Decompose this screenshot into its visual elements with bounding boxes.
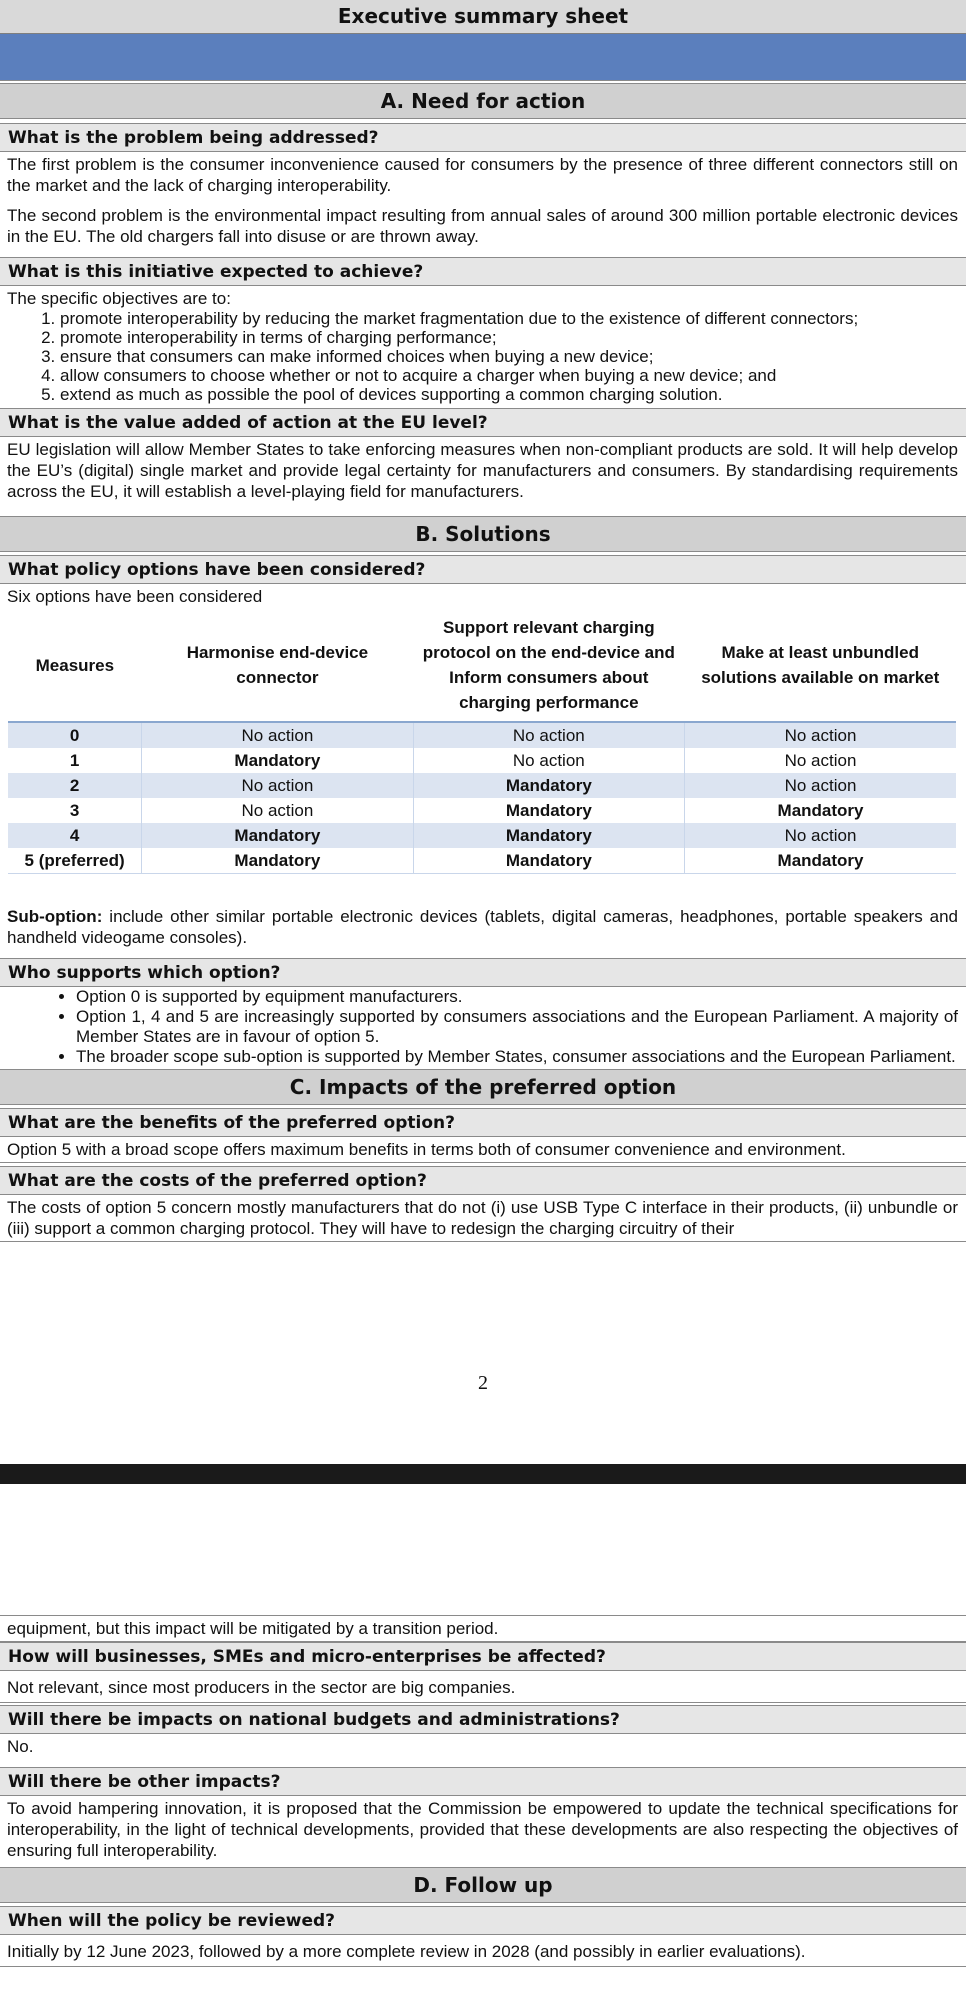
- list-item: 2. promote interoperability in terms of charging performance;: [60, 328, 958, 347]
- table-cell: Mandatory: [685, 798, 956, 823]
- page-number: 2: [478, 1372, 488, 1394]
- problem-paragraph-1: The first problem is the consumer inconvenience caused for consumers by the presence of three different connectors still on the market and the lack of charging interoperability.: [7, 155, 958, 195]
- benefits-paragraph: Option 5 with a broad scope offers maximum benefits in terms both of consumer convenience and environment.: [0, 1137, 966, 1163]
- table-row: [8, 748, 956, 773]
- list-item: • Option 0 is supported by equipment manufacturers.: [76, 987, 958, 1007]
- value-added-paragraph: EU legislation will allow Member States to take enforcing measures when non-compliant products are sold. It will help develop the EU’s (digital) single market and provide legal certainty for manufacturers and consumers. By standardising requirements across the EU, it will establish a level-playing field for manufacturers.: [7, 440, 958, 501]
- table-cell: 3: [69, 801, 80, 820]
- list-item: • The broader scope sub-option is supported by Member States, consumer associations and the European Parliament.: [76, 1047, 958, 1067]
- question-benefits: What are the benefits of the preferred option?: [0, 1108, 966, 1137]
- table-cell: No action: [142, 722, 413, 748]
- question-budgets: Will there be impacts on national budgets and administrations?: [0, 1705, 966, 1734]
- list-item: 4. allow consumers to choose whether or not to acquire a charger when buying a new device; and: [60, 366, 958, 385]
- question-review: When will the policy be reviewed?: [0, 1906, 966, 1935]
- table-row: [8, 722, 956, 748]
- question-who-supports: Who supports which option?: [0, 958, 966, 987]
- table-header: Support relevant charging protocol on the end-device and Inform consumers about charging performance: [413, 609, 684, 722]
- supports-list: [0, 987, 966, 1069]
- table-cell: Mandatory: [142, 823, 413, 848]
- question-policy-options: What policy options have been considered?: [0, 555, 966, 584]
- table-cell: Mandatory: [142, 748, 413, 773]
- costs-paragraph-start: The costs of option 5 concern mostly manufacturers that do not (i) use USB Type C interface in their products, (ii) unbundle or (iii) support a common charging protocol. They will have to redesign the charging circuitry of their: [0, 1195, 966, 1242]
- page-2: [0, 1615, 966, 1967]
- table-cell: 4: [8, 823, 142, 848]
- question-objectives: What is this initiative expected to achieve?: [0, 257, 966, 286]
- table-header: Make at least unbundled solutions available on market: [685, 609, 956, 722]
- table-cell: Mandatory: [413, 798, 684, 823]
- table-cell: Mandatory: [142, 848, 413, 874]
- options-intro: Six options have been considered: [7, 587, 263, 606]
- section-c-heading: C. Impacts of the preferred option: [0, 1069, 966, 1105]
- table-cell: Mandatory: [413, 773, 684, 798]
- page-separator: [0, 1464, 966, 1484]
- review-paragraph: Initially by 12 June 2023, followed by a more complete review in 2028 (and possibly in earlier evaluations).: [0, 1935, 966, 1967]
- question-other-impacts: Will there be other impacts?: [0, 1767, 966, 1796]
- table-cell: Mandatory: [413, 823, 684, 848]
- suboption-paragraph: [0, 904, 966, 950]
- budgets-paragraph: No.: [7, 1737, 34, 1756]
- costs-paragraph-end: equipment, but this impact will be mitigated by a transition period.: [0, 1616, 966, 1642]
- list-item: 3. ensure that consumers can make informed choices when buying a new device;: [60, 347, 958, 366]
- table-header: Measures: [8, 609, 142, 722]
- table-cell: 0: [8, 722, 142, 748]
- table-row: [8, 773, 956, 798]
- table-cell: Mandatory: [413, 848, 684, 874]
- table-header-row: [8, 609, 956, 722]
- table-cell: No action: [413, 722, 684, 748]
- table-cell: No action: [685, 748, 956, 773]
- question-value-added: What is the value added of action at the EU level?: [0, 408, 966, 437]
- table-cell: No action: [413, 748, 684, 773]
- section-b-heading: B. Solutions: [0, 516, 966, 552]
- suboption-label: Sub-option:: [7, 907, 103, 926]
- list-item: • Option 1, 4 and 5 are increasingly supported by consumers associations and the European Parliament. A majority of Member States are in favour of option 5.: [76, 1007, 958, 1047]
- blue-banner: [0, 34, 966, 81]
- question-businesses: How will businesses, SMEs and micro-enterprises be affected?: [0, 1642, 966, 1671]
- other-impacts-paragraph: To avoid hampering innovation, it is proposed that the Commission be empowered to update the technical specifications for interoperability, in the light of technical developments, provided that these developments are also respecting the objectives of ensuring full interoperability.: [7, 1799, 958, 1860]
- table-cell: No action: [685, 823, 956, 848]
- table-row: [8, 823, 956, 848]
- question-problem: What is the problem being addressed?: [0, 123, 966, 152]
- suboption-text: include other similar portable electronic devices (tablets, digital cameras, headphones, portable speakers and handheld videogame consoles).: [7, 907, 958, 947]
- table-cell: 1: [69, 751, 80, 770]
- table-cell: No action: [685, 722, 956, 748]
- businesses-paragraph: Not relevant, since most producers in the sector are big companies.: [0, 1671, 966, 1703]
- table-cell: No action: [685, 773, 956, 798]
- table-row: [8, 848, 956, 874]
- section-a-heading: A. Need for action: [0, 83, 966, 119]
- table-cell: No action: [142, 798, 413, 823]
- question-costs: What are the costs of the preferred option?: [0, 1166, 966, 1195]
- objectives-list: [0, 309, 966, 406]
- document-title: Executive summary sheet: [0, 0, 966, 34]
- table-cell: 2: [8, 773, 142, 798]
- objectives-intro: The specific objectives are to:: [7, 289, 231, 308]
- table-row: [8, 798, 956, 823]
- section-d-heading: D. Follow up: [0, 1867, 966, 1903]
- table-cell: No action: [142, 773, 413, 798]
- list-item: 5. extend as much as possible the pool of devices supporting a common charging solution.: [60, 385, 958, 404]
- problem-paragraph-2: The second problem is the environmental impact resulting from annual sales of around 300 million portable electronic devices in the EU. The old chargers fall into disuse or are thrown away.: [7, 206, 958, 246]
- options-table: [8, 609, 956, 874]
- list-item: 1. promote interoperability by reducing the market fragmentation due to the existence of different connectors;: [60, 309, 958, 328]
- table-cell: Mandatory: [685, 848, 956, 874]
- table-header: Harmonise end-device connector: [142, 609, 413, 722]
- table-cell: 5 (preferred): [8, 848, 142, 874]
